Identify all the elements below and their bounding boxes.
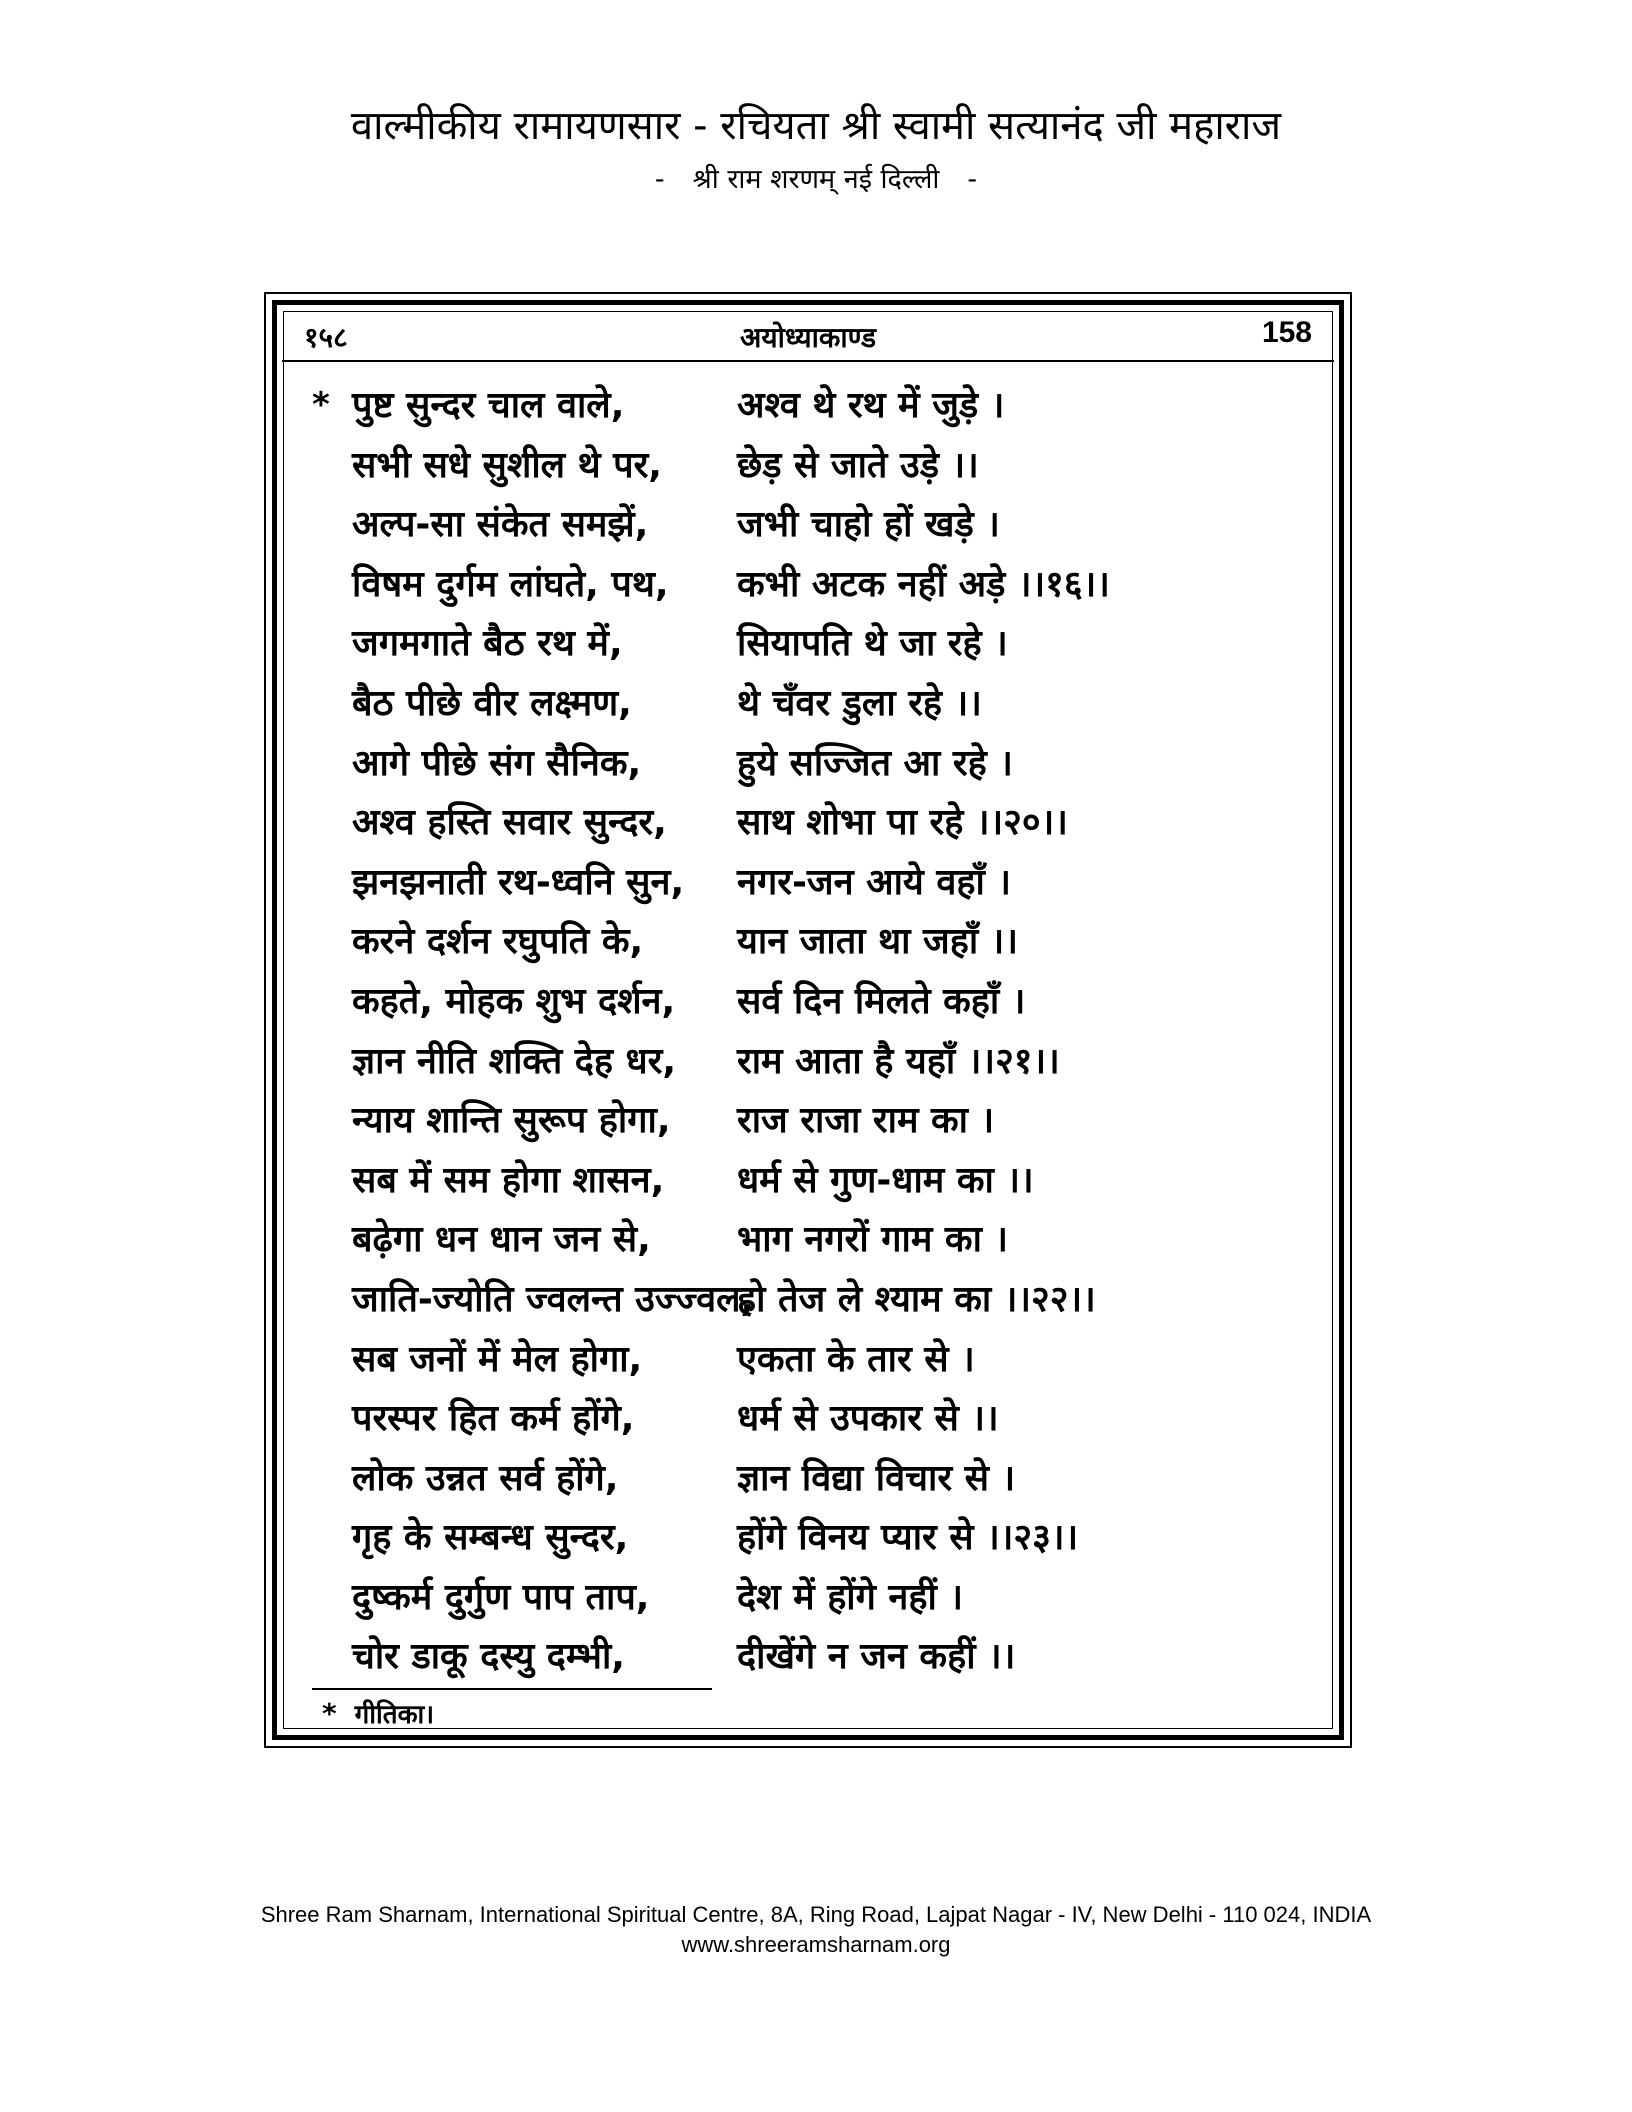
verse-second-half: अश्व थे रथ में जुड़े । — [737, 385, 1005, 426]
verse-first-half: कहते, मोहक शुभ दर्शन, — [352, 980, 676, 1022]
footer-website: www.shreeramsharnam.org — [681, 1932, 951, 1957]
verse-line — [300, 793, 1200, 853]
subtitle-text: श्री राम शरणम् नई दिल्ली — [692, 164, 940, 195]
verse-second-half: धर्म से गुण-धाम का ।। — [737, 1159, 1034, 1201]
verse-second-half: सर्व दिन मिलते कहाँ । — [737, 980, 1026, 1022]
verse-second-half: नगर-जन आये वहाँ । — [737, 861, 1011, 903]
verse-first-half: झनझनाती रथ-ध्वनि सुन, — [352, 861, 685, 903]
verse-second-half: राम आता है यहाँ ।।२१।। — [737, 1040, 1060, 1082]
verse-first-half: जाति-ज्योति ज्वलन्त उज्ज्वल, — [352, 1278, 755, 1320]
verse-first-half: अश्व हस्ति सवार सुन्दर, — [352, 802, 667, 844]
verse-line — [300, 1627, 1200, 1687]
footnote-divider — [312, 1688, 712, 1690]
verse-line — [300, 1151, 1200, 1211]
verse-second-half: धर्म से उपकार से ।। — [737, 1398, 999, 1440]
verse-first-half: अल्प-सा संकेत समझें, — [352, 504, 649, 546]
verse-first-half: न्याय शान्ति सुरूप होगा, — [352, 1100, 671, 1142]
verse-line — [300, 495, 1200, 555]
verse-second-half: यान जाता था जहाँ ।। — [737, 921, 1018, 963]
verse-second-half: साथ शोभा पा रहे ।।२०।। — [737, 802, 1068, 844]
verse-star-marker: * — [312, 385, 330, 425]
verse-line — [300, 853, 1200, 913]
verse-second-half: छेड़ से जाते उड़े ।। — [737, 444, 979, 486]
section-title: अयोध्याकाण्ड — [740, 321, 876, 354]
verse-first-half: जगमगाते बैठ रथ में, — [352, 623, 623, 665]
verse-line — [300, 376, 1200, 436]
verse-first-half: चोर डाकू दस्यु दम्भी, — [352, 1636, 625, 1678]
verse-first-half: लोक उन्नत सर्व होंगे, — [352, 1457, 619, 1499]
verse-list — [300, 376, 1200, 1687]
footnote — [322, 1696, 434, 1733]
verse-second-half: राज राजा राम का । — [737, 1100, 995, 1142]
verse-line — [300, 614, 1200, 674]
verse-line — [300, 734, 1200, 794]
verse-second-half: जभी चाहो हों खड़े । — [737, 504, 1000, 546]
verse-line — [300, 436, 1200, 496]
verse-line — [300, 1210, 1200, 1270]
verse-first-half: सभी सधे सुशील थे पर, — [352, 444, 662, 486]
verse-second-half: हुये सज्जित आ रहे । — [737, 742, 1013, 784]
verse-first-half: करने दर्शन रघुपति के, — [352, 921, 644, 963]
verse-second-half: दीखेंगे न जन कहीं ।। — [737, 1636, 1016, 1678]
page-number-devanagari: १५८ — [304, 321, 348, 354]
verse-first-half: विषम दुर्गम लांघते, पथ, — [352, 563, 669, 605]
verse-line — [300, 1091, 1200, 1151]
verse-first-half: सब जनों में मेल होगा, — [352, 1338, 643, 1380]
document-title: वाल्मीकीय रामायणसार - रचियता श्री स्वामी सत्यानंद जी महाराज — [350, 103, 1282, 149]
verse-line — [300, 1032, 1200, 1092]
verse-line — [300, 1449, 1200, 1509]
verse-line — [300, 1508, 1200, 1568]
verse-line — [300, 1270, 1200, 1330]
verse-second-half: एकता के तार से । — [737, 1338, 975, 1380]
page-header — [282, 312, 1334, 362]
verse-line — [300, 972, 1200, 1032]
verse-first-half: गृह के सम्बन्ध सुन्दर, — [352, 1517, 629, 1559]
subtitle-dash-right: - — [967, 164, 978, 195]
document-subtitle — [0, 162, 1632, 198]
verse-line — [300, 912, 1200, 972]
verse-first-half: परस्पर हित कर्म होंगे, — [352, 1398, 635, 1440]
verse-first-half: बैठ पीछे वीर लक्ष्मण, — [352, 682, 632, 724]
footnote-star-marker: * — [322, 1697, 337, 1730]
verse-first-half: पुष्ट सुन्दर चाल वाले, — [352, 385, 625, 426]
verse-line — [300, 674, 1200, 734]
verse-second-half: हो तेज ले श्याम का ।।२२।। — [737, 1278, 1096, 1320]
page-number: 158 — [1261, 316, 1312, 349]
verse-first-half: दुष्कर्म दुर्गुण पाप ताप, — [352, 1576, 650, 1618]
verse-second-half: ज्ञान विद्या विचार से । — [737, 1457, 1016, 1499]
verse-line — [300, 1330, 1200, 1390]
footnote-text: गीतिका। — [354, 1700, 435, 1730]
verse-line — [300, 555, 1200, 615]
verse-second-half: सियापति थे जा रहे । — [737, 623, 1008, 665]
verse-first-half: बढ़ेगा धन धान जन से, — [352, 1219, 651, 1261]
footer-address: Shree Ram Sharnam, International Spiritual Centre, 8A, Ring Road, Lajpat Nagar - IV, New Delhi - 110 024, INDIA — [260, 1902, 1372, 1927]
verse-second-half: देश में होंगे नहीं । — [737, 1576, 964, 1618]
verse-second-half: कभी अटक नहीं अड़े ।।१६।। — [737, 563, 1110, 605]
subtitle-dash-left: - — [654, 164, 665, 195]
verse-line — [300, 1389, 1200, 1449]
verse-second-half: होंगे विनय प्यार से ।।२३।। — [737, 1517, 1079, 1559]
verse-first-half: आगे पीछे संग सैनिक, — [352, 742, 642, 784]
verse-first-half: ज्ञान नीति शक्ति देह धर, — [352, 1040, 677, 1082]
verse-line — [300, 1568, 1200, 1628]
verse-second-half: थे चँवर डुला रहे ।। — [737, 682, 982, 724]
verse-first-half: सब में सम होगा शासन, — [352, 1159, 665, 1201]
verse-second-half: भाग नगरों गाम का । — [737, 1219, 1009, 1261]
